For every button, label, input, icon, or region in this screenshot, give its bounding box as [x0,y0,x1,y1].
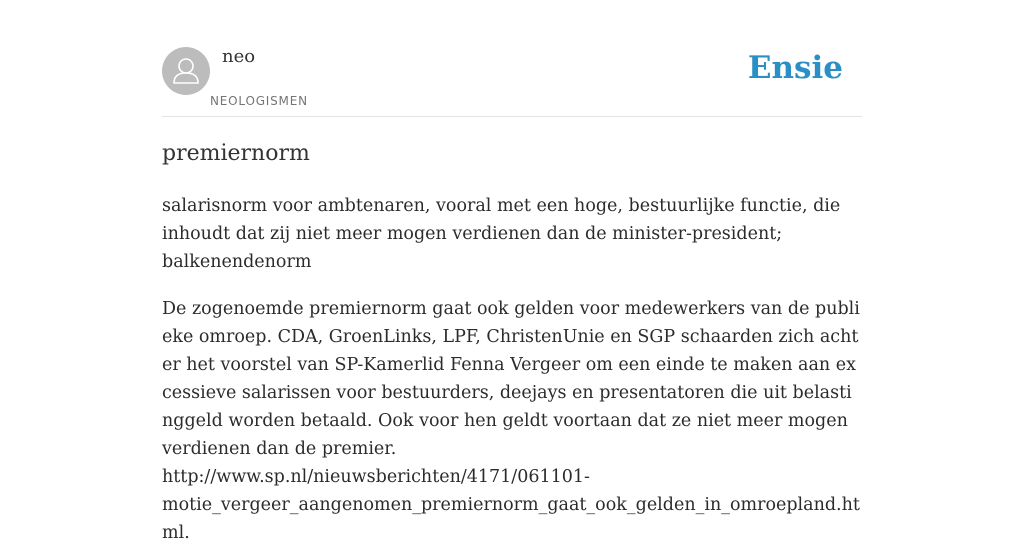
entry-definition: salarisnorm voor ambtenaren, vooral met een hoge, bestuurlijke functie, die inhoudt dat zij niet meer mogen verdienen dan de minister-president; balkenendenorm [162,196,841,272]
entry-title: premiernorm [162,141,310,166]
example-text: De zogenoemde premiernorm gaat ook gelden voor medewerkers van de publieke omroep. CDA, GroenLinks, LPF, ChristenUnie en SGP schaarden zich achter het voorstel van SP-Kamerlid Fenna Vergeer om een einde te maken aan excessieve salarissen voor bestuurders, deejays en presentatoren die uit belastinggeld worden betaald. Ook voor hen geldt voortaan dat ze niet meer mogen verdienen dan de premier. [162,299,860,459]
source-link-line-1[interactable]: http://www.sp.nl/nieuwsberichten/4171/061101- [162,467,590,487]
user-silhouette-icon[interactable] [162,47,210,95]
category-label[interactable]: NEOLOGISMEN [210,94,308,108]
entry-card [162,0,862,543]
source-link-line-2[interactable]: motie_vergeer_aangenomen_premiernorm_gaat_ook_gelden_in_omroepland.html. [162,495,860,543]
author-name[interactable]: neo [222,46,256,67]
entry-example [162,295,862,547]
site-logo[interactable]: Ensie [747,50,843,86]
entry-header [162,0,862,117]
